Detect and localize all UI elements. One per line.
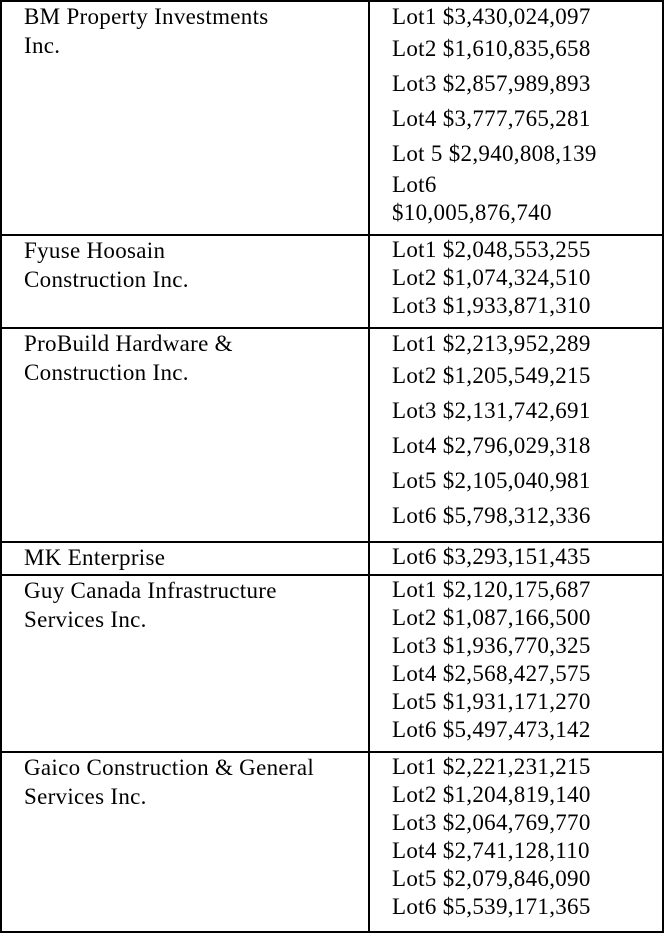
lot-bid: Lot3 $1,936,770,325 — [392, 633, 591, 658]
company-cell — [1, 542, 369, 575]
lot-bid: Lot5 $2,105,040,981 — [392, 468, 591, 493]
lot-bid: Lot1 $3,430,024,097 — [392, 4, 591, 29]
lot-bid: Lot4 $2,568,427,575 — [392, 661, 591, 686]
lot-bid: Lot3 $2,064,769,770 — [392, 810, 591, 835]
table-row — [1, 752, 663, 932]
company-cell — [1, 1, 369, 235]
lot-bid: Lot1 $2,221,231,215 — [392, 754, 591, 779]
lots-cell — [369, 235, 663, 328]
lot-bid: Lot2 $1,074,324,510 — [392, 265, 591, 290]
lot-bid: Lot5 $1,931,171,270 — [392, 689, 591, 714]
lot-bid: Lot6 $3,293,151,435 — [392, 544, 591, 569]
lot-bid: Lot4 $3,777,765,281 — [392, 106, 591, 131]
company-cell — [1, 575, 369, 752]
lot-bid: Lot1 $2,048,553,255 — [392, 237, 591, 262]
company-name: BM Property Investments Inc. — [24, 4, 269, 58]
lot-bid: Lot4 $2,796,029,318 — [392, 433, 591, 458]
company-cell — [1, 752, 369, 932]
lot-bid: Lot6 $5,798,312,336 — [392, 503, 591, 528]
lot-bid: Lot2 $1,087,166,500 — [392, 605, 591, 630]
lot-bid: Lot2 $1,610,835,658 — [392, 36, 591, 61]
lot-bid: Lot3 $2,857,989,893 — [392, 71, 591, 96]
lot-bid: Lot6 $5,539,171,365 — [392, 894, 591, 919]
lot-bid: Lot4 $2,741,128,110 — [392, 838, 590, 863]
company-name: Guy Canada Infrastructure Services Inc. — [24, 578, 277, 632]
lot-bid: Lot6 $10,005,876,740 — [392, 172, 552, 225]
table-row — [1, 235, 663, 328]
table-row — [1, 1, 663, 235]
company-name: Fyuse Hoosain Construction Inc. — [24, 238, 189, 292]
lots-cell — [369, 575, 663, 752]
lot-bid: Lot2 $1,204,819,140 — [392, 782, 591, 807]
lots-cell — [369, 752, 663, 932]
lot-bid: Lot2 $1,205,549,215 — [392, 363, 591, 388]
company-cell — [1, 235, 369, 328]
table-row — [1, 575, 663, 752]
table-row — [1, 328, 663, 542]
lot-bid: Lot6 $5,497,473,142 — [392, 717, 591, 742]
lots-cell — [369, 328, 663, 542]
company-cell — [1, 328, 369, 542]
lot-bid: Lot3 $2,131,742,691 — [392, 398, 591, 423]
company-name: ProBuild Hardware & Construction Inc. — [24, 331, 233, 385]
lot-bid: Lot5 $2,079,846,090 — [392, 866, 591, 891]
lot-bid: Lot1 $2,213,952,289 — [392, 331, 591, 356]
lots-cell — [369, 1, 663, 235]
company-name: Gaico Construction & General Services Inc. — [24, 755, 315, 809]
lots-cell — [369, 542, 663, 575]
lot-bid: Lot 5 $2,940,808,139 — [392, 141, 597, 166]
table-row — [1, 542, 663, 575]
lot-bid: Lot1 $2,120,175,687 — [392, 577, 591, 602]
company-name: MK Enterprise — [24, 545, 166, 570]
lot-bid: Lot3 $1,933,871,310 — [392, 293, 591, 318]
